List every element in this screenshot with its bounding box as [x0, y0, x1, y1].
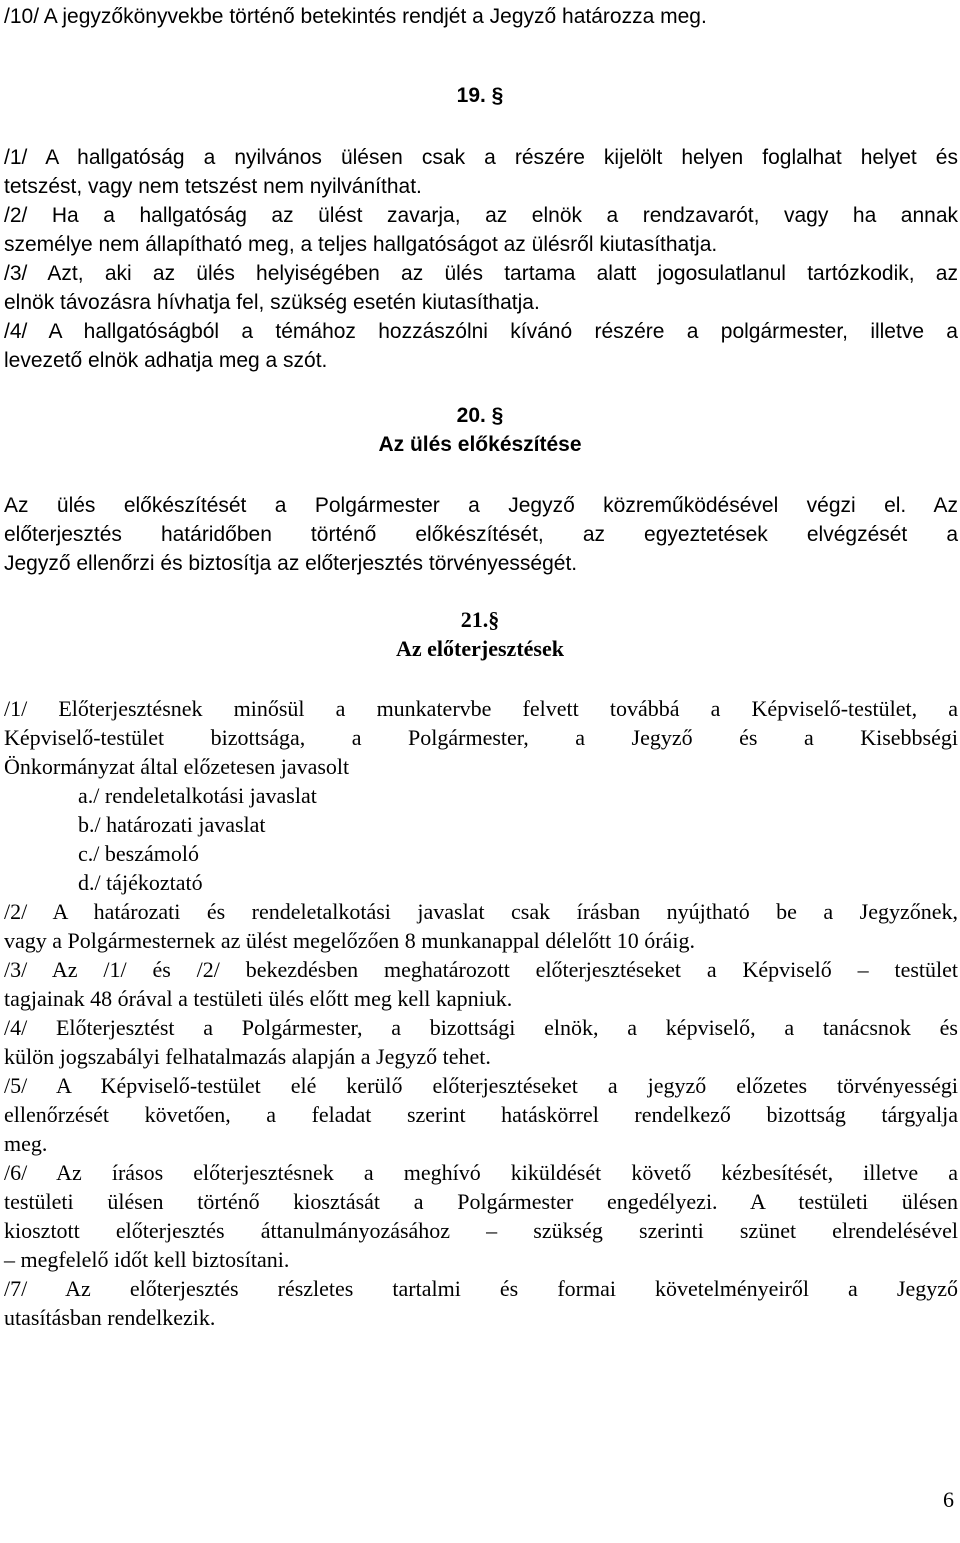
s21-p6-line1: /6/ Az írásos előterjesztésnek a meghívó kiküldését követő kézbesítését, illetve a [4, 1160, 958, 1185]
s21-p3-line2: tagjainak 48 órával a testületi ülés előtt meg kell kapniuk. [4, 986, 513, 1011]
paragraph-10: /10/ A jegyzőkönyvekbe történő betekintés rendjét a Jegyző határozza meg. [4, 5, 707, 28]
s21-p5-line3: meg. [4, 1131, 48, 1156]
s21-p1-line3: Önkormányzat által előzetesen javasolt [4, 754, 350, 779]
section-20-title: Az ülés előkészítése [378, 433, 582, 456]
s21-p5-line2: ellenőrzését követően, a feladat szerint hatáskörrel rendelkező bizottság tárgyalja [4, 1102, 958, 1127]
s21-p7-line2: utasításban rendelkezik. [4, 1305, 216, 1330]
section-21-number: 21.§ [460, 607, 500, 632]
s19-p1-line2: tetszést, vagy nem tetszést nem nyilváníthat. [4, 175, 422, 198]
s21-p2-line1: /2/ A határozati és rendeletalkotási javaslat csak írásban nyújtható be a Jegyzőnek, [4, 899, 958, 924]
s19-p4-line2: levezető elnök adhatja meg a szót. [4, 349, 328, 372]
s21-p1-line2: Képviselő-testület bizottsága, a Polgármester, a Jegyző és a Kisebbségi [4, 725, 958, 750]
list-item: a./ rendeletalkotási javaslat [78, 783, 317, 808]
s19-p3-line2: elnök távozásra hívhatja fel, szükség esetén kiutasíthatja. [4, 291, 540, 314]
s21-p6-line2: testületi ülésen történő kiosztását a Polgármester engedélyezi. A testületi ülésen [4, 1189, 958, 1214]
s19-p2-line1: /2/ Ha a hallgatóság az ülést zavarja, az elnök a rendzavarót, vagy ha annak [4, 204, 958, 227]
s21-p5-line1: /5/ A Képviselő-testület elé kerülő előterjesztéseket a jegyző előzetes törvényességi [4, 1073, 958, 1098]
section-21-title: Az előterjesztések [396, 636, 564, 661]
s21-p7-line1: /7/ Az előterjesztés részletes tartalmi és formai követelményeiről a Jegyző [4, 1276, 958, 1301]
section-19-heading: 19. § [456, 84, 504, 107]
page-number: 6 [943, 1487, 954, 1512]
s19-p2-line2: személye nem állapítható meg, a teljes hallgatóságot az ülésről kiutasíthatja. [4, 233, 718, 256]
s20-line2: előterjesztés határidőben történő előkészítését, az egyeztetések elvégzését a [4, 523, 958, 546]
list-item: b./ határozati javaslat [78, 812, 266, 837]
s21-p3-line1: /3/ Az /1/ és /2/ bekezdésben meghatározott előterjesztéseket a Képviselő – testület [4, 957, 958, 982]
s21-p6-line4: – megfelelő időt kell biztosítani. [4, 1247, 290, 1272]
s21-p4-line1: /4/ Előterjesztést a Polgármester, a bizottsági elnök, a képviselő, a tanácsnok és [4, 1015, 958, 1040]
s19-p4-line1: /4/ A hallgatóságból a témához hozzászólni kívánó részére a polgármester, illetve a [4, 320, 958, 343]
s19-p3-line1: /3/ Azt, aki az ülés helyiségében az ülés tartama alatt jogosulatlanul tartózkodik, az [4, 262, 958, 285]
s21-p6-line3: kiosztott előterjesztés áttanulmányozásához – szükség szerinti szünet elrendelésével [4, 1218, 958, 1243]
s19-p1-line1: /1/ A hallgatóság a nyilvános ülésen csak a részére kijelölt helyen foglalhat helyet és [4, 146, 958, 169]
section-20-number: 20. § [456, 404, 504, 427]
s21-p1-line1: /1/ Előterjesztésnek minősül a munkatervbe felvett továbbá a Képviselő-testület, a [4, 696, 958, 721]
s20-line3: Jegyző ellenőrzi és biztosítja az előterjesztés törvényességét. [4, 552, 578, 575]
s21-p4-line2: külön jogszabályi felhatalmazás alapján a Jegyző tehet. [4, 1044, 491, 1069]
s20-line1: Az ülés előkészítését a Polgármester a Jegyző közreműködésével végzi el. Az [4, 494, 958, 517]
list-item: c./ beszámoló [78, 841, 199, 866]
s21-p2-line2: vagy a Polgármesternek az ülést megelőzően 8 munkanappal délelőtt 10 óráig. [4, 928, 695, 953]
list-item: d./ tájékoztató [78, 870, 203, 895]
